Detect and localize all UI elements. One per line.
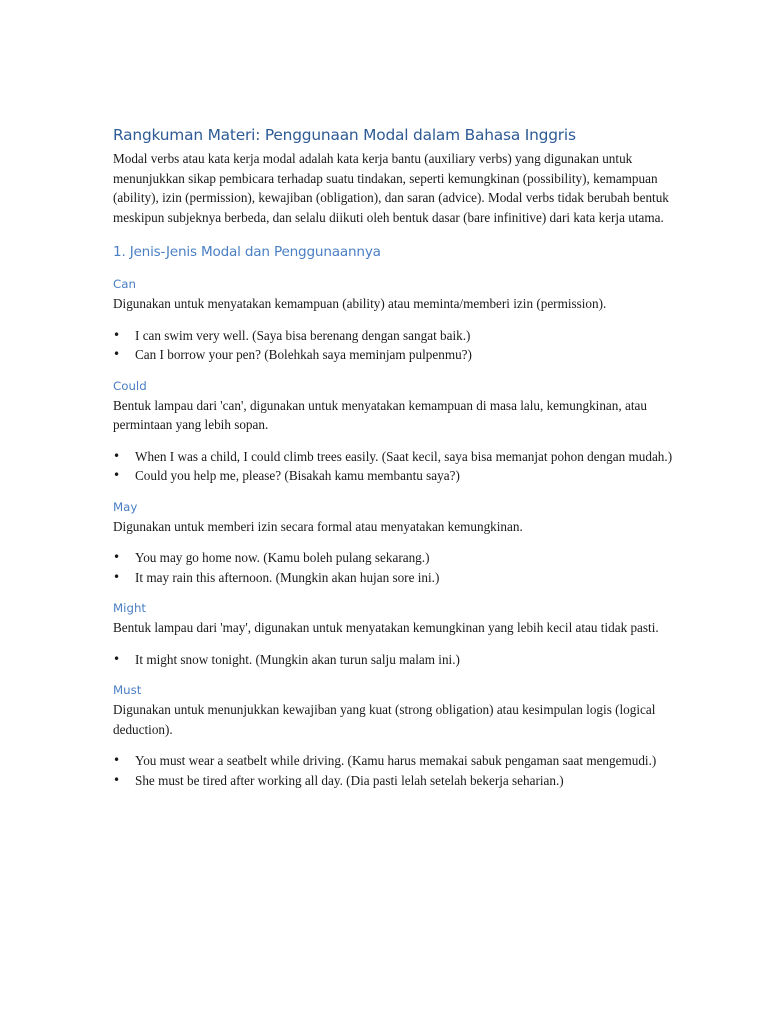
example-list	[113, 751, 673, 790]
bullet-icon: •	[113, 772, 121, 787]
document-title: Rangkuman Materi: Penggunaan Modal dalam Bahasa Inggris	[113, 126, 576, 144]
example-item	[113, 548, 673, 568]
modal-section-may	[113, 500, 673, 588]
example-text: You must wear a seatbelt while driving. (Kamu harus memakai sabuk pengaman saat mengemudi.)	[135, 753, 657, 768]
document-page	[113, 124, 673, 790]
modal-name: Can	[113, 277, 136, 291]
modal-description: Bentuk lampau dari 'may', digunakan untuk menyatakan kemungkinan yang lebih kecil atau tidak pasti.	[113, 620, 659, 635]
modal-description: Digunakan untuk memberi izin secara formal atau menyatakan kemungkinan.	[113, 518, 523, 534]
example-item	[113, 466, 673, 486]
bullet-icon: •	[113, 651, 121, 666]
example-text: You may go home now. (Kamu boleh pulang sekarang.)	[135, 550, 430, 565]
modal-name: Might	[113, 601, 147, 615]
example-text: She must be tired after working all day. (Dia pasti lelah setelah bekerja seharian.)	[135, 772, 564, 788]
example-item	[113, 568, 673, 588]
example-list	[113, 326, 673, 365]
modal-description: Digunakan untuk menunjukkan kewajiban yang kuat (strong obligation) atau kesimpulan logis (logical deduction).	[113, 702, 656, 737]
example-item	[113, 650, 673, 670]
example-text: Could you help me, please? (Bisakah kamu membantu saya?)	[135, 468, 460, 483]
modal-description: Digunakan untuk menyatakan kemampuan (ability) atau meminta/memberi izin (permission).	[113, 296, 607, 311]
example-item	[113, 326, 673, 346]
bullet-icon: •	[113, 550, 121, 564]
modal-name: May	[113, 499, 138, 514]
bullet-icon: •	[113, 569, 121, 584]
example-item	[113, 771, 673, 791]
example-text: I can swim very well. (Saya bisa berenang dengan sangat baik.)	[135, 327, 471, 343]
modal-name: Must	[113, 683, 142, 697]
example-list	[113, 650, 673, 670]
example-item	[113, 447, 673, 467]
section-heading: 1. Jenis-Jenis Modal dan Penggunaannya	[113, 244, 381, 260]
bullet-icon: •	[113, 468, 121, 482]
modal-section-can	[113, 277, 673, 365]
modal-section-could	[113, 379, 673, 486]
bullet-icon: •	[113, 327, 121, 342]
example-list	[113, 548, 673, 587]
example-list	[113, 447, 673, 486]
example-text: It may rain this afternoon. (Mungkin akan hujan sore ini.)	[135, 569, 440, 585]
example-item	[113, 345, 673, 365]
bullet-icon: •	[113, 753, 121, 767]
bullet-icon: •	[113, 448, 121, 463]
modal-section-might	[113, 601, 673, 669]
bullet-icon: •	[113, 347, 121, 361]
modal-name: Could	[113, 378, 147, 393]
example-text: When I was a child, I could climb trees easily. (Saat kecil, saya bisa memanjat pohon dengan mudah.)	[135, 448, 673, 464]
modal-section-must	[113, 683, 673, 790]
modal-description: Bentuk lampau dari 'can', digunakan untuk menyatakan kemampuan di masa lalu, kemungkinan, atau permintaan yang lebih sopan.	[113, 397, 647, 432]
example-item	[113, 751, 673, 771]
intro-paragraph: Modal verbs atau kata kerja modal adalah kata kerja bantu (auxiliary verbs) yang digunakan untuk menunjukkan sikap pembicara terhadap suatu tindakan, seperti kemungkinan (possibility), kemampuan (ability), izin (permission), kewajiban (obligation), dan saran (advice). Modal verbs tidak berubah bentuk meskipun subjeknya berbeda, dan selalu diikuti oleh bentuk dasar (bare infinitive) dari kata kerja utama.	[113, 151, 669, 225]
example-text: It might snow tonight. (Mungkin akan turun salju malam ini.)	[135, 651, 460, 667]
example-text: Can I borrow your pen? (Bolehkah saya meminjam pulpenmu?)	[135, 347, 472, 362]
